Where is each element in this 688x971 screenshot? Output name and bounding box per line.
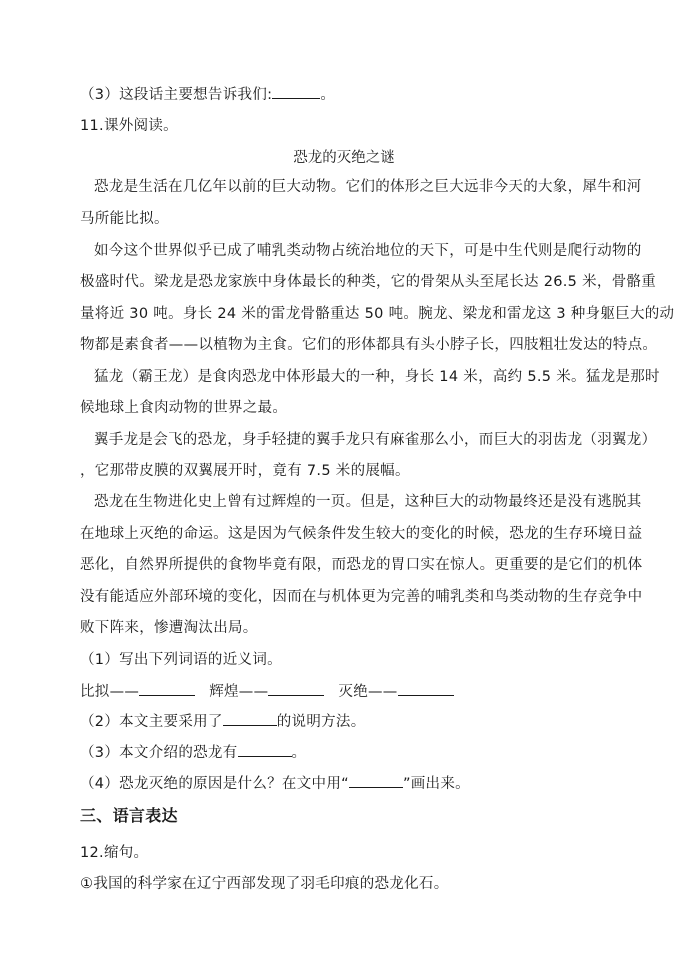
article-paragraph-2-line-3: 量将近 30 吨。身长 24 米的雷龙骨骼重达 50 吨。腕龙、梁龙和雷龙这 3 种身躯巨大的动 — [80, 306, 675, 322]
article-paragraph-5-line-2: 在地球上灭绝的命运。这是因为气候条件发生较大的变化的时候，恐龙的生存环境日益 — [80, 526, 643, 542]
article-paragraph-5-line-5: 败下阵来，惨遭淘汰出局。 — [80, 620, 258, 636]
sub-question-3 — [80, 742, 620, 763]
prev-question-3 — [80, 84, 620, 105]
synonym-label-1: 比拟—— — [80, 684, 140, 700]
prev-question-3-text: （3）这段话主要想告诉我们: — [80, 87, 273, 103]
article-paragraph-5-line-1: 恐龙在生物进化史上曾有过辉煌的一页。但是，这种巨大的动物最终还是没有逃脱其 — [94, 494, 642, 510]
question-11-heading — [80, 116, 620, 136]
section-3-title: 三、语言表达 — [80, 806, 178, 825]
answer-blank[interactable] — [223, 711, 277, 726]
article-paragraph-5-line-3: 恶化，自然界所提供的食物毕竟有限，而恐龙的胃口实在惊人。更重要的是它们的机体 — [80, 557, 643, 573]
synonym-label-2: 辉煌—— — [209, 684, 269, 700]
article-paragraph-3-line-1: 猛龙（霸王龙）是食肉恐龙中体形最大的一种，身长 14 米，高约 5.5 米。猛龙是那时 — [94, 369, 660, 385]
question-12-item-1 — [80, 874, 620, 894]
synonym-blank-1[interactable] — [139, 681, 195, 696]
sub-question-2-before: （2）本文主要采用了 — [80, 714, 223, 730]
answer-blank[interactable] — [349, 773, 403, 788]
sub-question-3-before: （3）本文介绍的恐龙有 — [80, 745, 238, 761]
article-paragraph-2-line-4: 物都是素食者——以植物为主食。它们的形体都具有头小脖子长，四肢粗壮发达的特点。 — [80, 337, 658, 353]
sub-question-4-before: （4）恐龙灭绝的原因是什么？在文中用“ — [80, 776, 349, 792]
sub-question-2 — [80, 711, 620, 732]
article-paragraph-2-line-2: 极盛时代。梁龙是恐龙家族中身体最长的种类，它的骨架从头至尾长达 26.5 米，骨骼重 — [80, 274, 657, 290]
answer-blank[interactable] — [238, 742, 292, 757]
article-paragraph-1-line-2: 马所能比拟。 — [80, 211, 169, 227]
article-title: 恐龙的灭绝之谜 — [293, 150, 395, 166]
article-paragraph-4-line-1: 翼手龙是会飞的恐龙，身手轻捷的翼手龙只有麻雀那么小，而巨大的羽齿龙（羽翼龙） — [94, 432, 657, 448]
article-paragraph-3-line-2: 候地球上食肉动物的世界之最。 — [80, 400, 288, 416]
synonym-label-3: 灭绝—— — [338, 684, 398, 700]
article-paragraph-4-line-2: ，它那带皮膜的双翼展开时，竟有 7.5 米的展幅。 — [80, 463, 410, 479]
article-paragraph-1-line-1: 恐龙是生活在几亿年以前的巨大动物。它们的体形之巨大远非今天的大象，犀牛和河 — [94, 179, 642, 195]
synonym-blank-2[interactable] — [268, 681, 324, 696]
article-paragraph-2-line-1: 如今这个世界似乎已成了哺乳类动物占统治地位的天下，可是中生代则是爬行动物的 — [94, 243, 642, 259]
question-11-label: 课外阅读。 — [103, 118, 178, 134]
question-12-item-1-text: 我国的科学家在辽宁西部发现了羽毛印痕的恐龙化石。 — [93, 876, 449, 892]
sub-question-3-after: 。 — [291, 745, 307, 761]
circled-number-1: ① — [80, 876, 94, 892]
synonym-blank-3[interactable] — [398, 681, 454, 696]
sub-question-2-after: 的说明方法。 — [276, 714, 366, 730]
sub-question-4 — [80, 773, 620, 794]
answer-blank[interactable] — [272, 84, 320, 99]
synonym-row — [80, 681, 620, 702]
sub-question-4-after: ”画出来。 — [402, 776, 470, 792]
question-11-number: 11. — [80, 118, 104, 134]
sub-question-1: （1）写出下列词语的近义词。 — [80, 652, 282, 668]
question-12-heading: 12.缩句。 — [80, 845, 149, 861]
article-paragraph-5-line-4: 没有能适应外部环境的变化，因而在与机体更为完善的哺乳类和鸟类动物的生存竞争中 — [80, 589, 643, 605]
prev-question-3-end: 。 — [320, 87, 336, 103]
